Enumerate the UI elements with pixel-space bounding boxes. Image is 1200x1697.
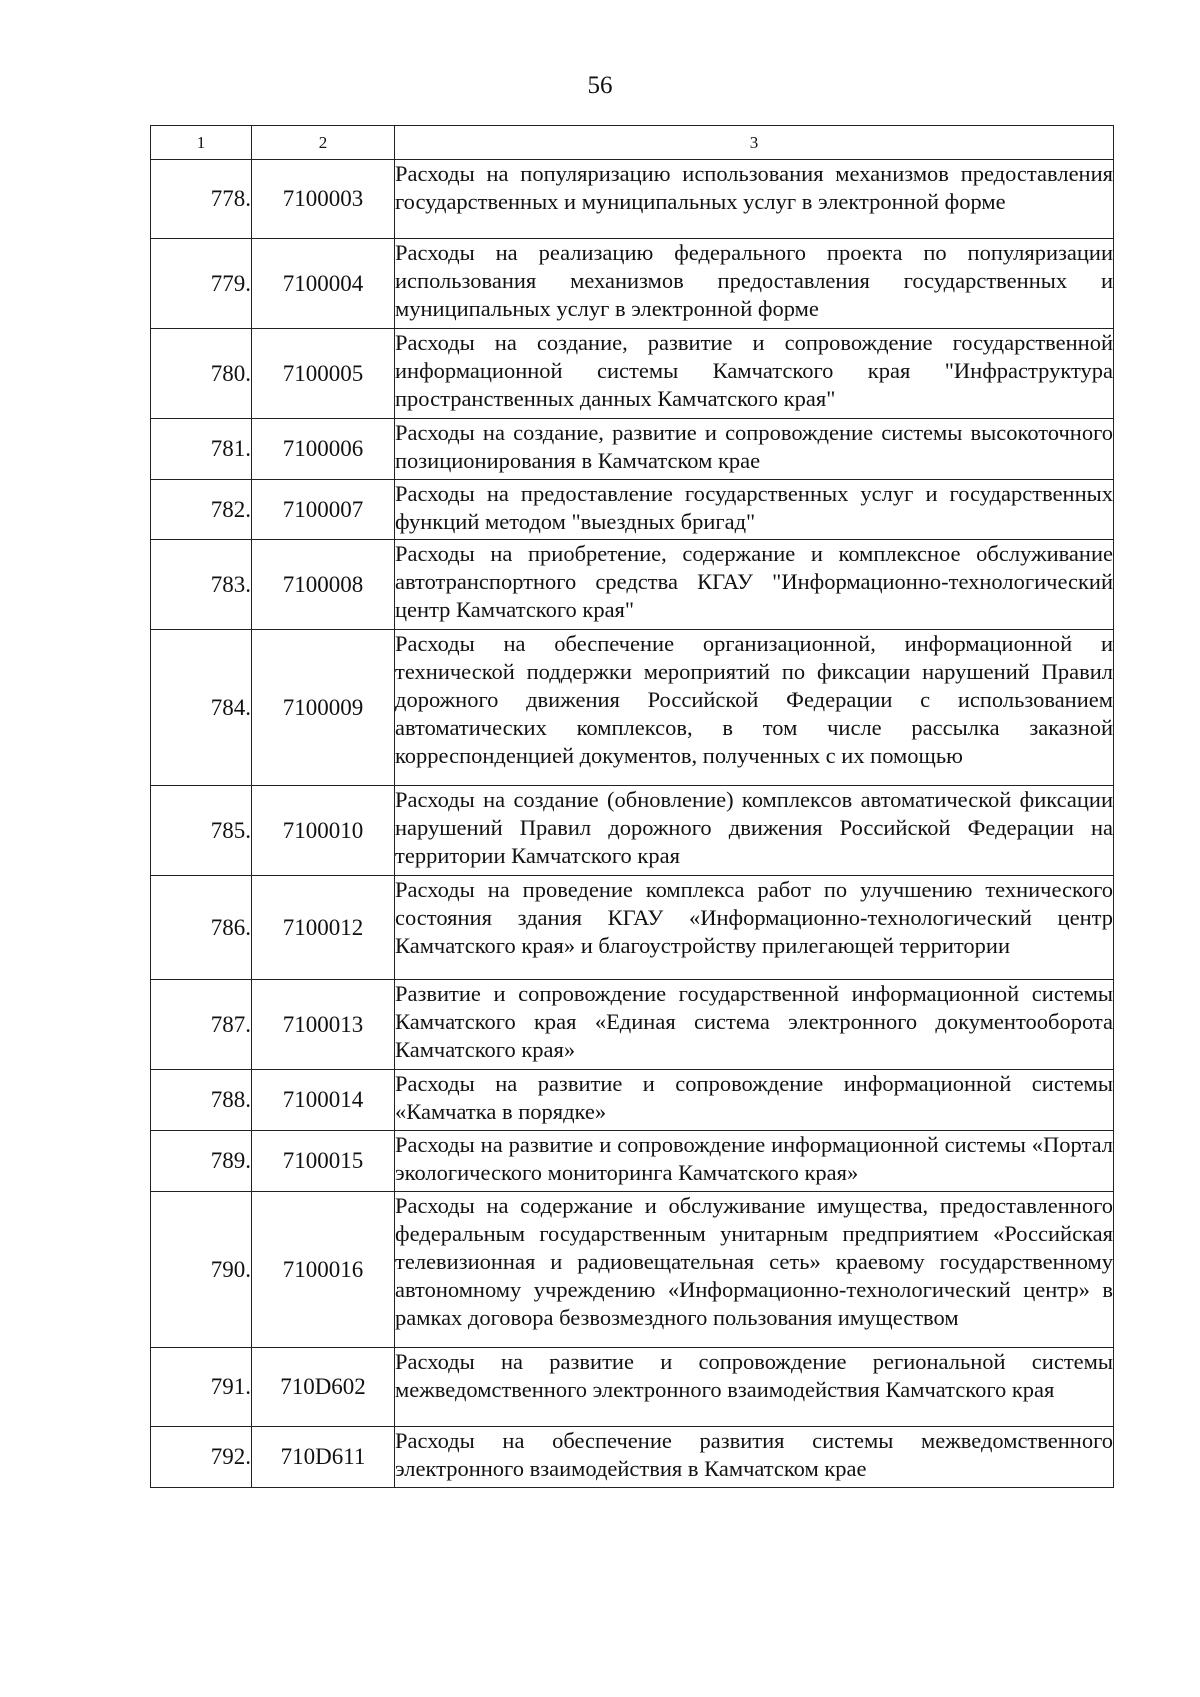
header-col-1: 1 <box>151 126 252 160</box>
row-number: 786. <box>151 876 252 980</box>
row-description: Расходы на приобретение, содержание и комплексное обслуживание автотранспортного средства КГАУ "Информационно-технологический центр Камчатского края" <box>395 540 1114 630</box>
row-code: 7100005 <box>252 329 395 419</box>
row-code: 7100012 <box>252 876 395 980</box>
row-code: 7100007 <box>252 480 395 540</box>
table-row <box>151 1070 1114 1131</box>
row-code: 7100003 <box>252 160 395 239</box>
table-row <box>151 1192 1114 1348</box>
table-row <box>151 239 1114 329</box>
row-number: 779. <box>151 239 252 329</box>
table-row <box>151 160 1114 239</box>
row-number: 791. <box>151 1348 252 1427</box>
row-number: 783. <box>151 540 252 630</box>
header-col-3: 3 <box>395 126 1114 160</box>
row-code: 7100015 <box>252 1131 395 1192</box>
row-description: Расходы на предоставление государственных услуг и государственных функций методом "выездных бригад" <box>395 480 1114 540</box>
row-description: Расходы на создание, развитие и сопровождение государственной информационной системы Камчатского края "Инфраструктура пространственных данных Камчатского края" <box>395 329 1114 419</box>
row-code: 7100016 <box>252 1192 395 1348</box>
row-description: Расходы на проведение комплекса работ по улучшению технического состояния здания КГАУ «Информационно-технологический центр Камчатского края» и благоустройству прилегающей территории <box>395 876 1114 980</box>
row-number: 778. <box>151 160 252 239</box>
row-number: 782. <box>151 480 252 540</box>
row-number: 784. <box>151 630 252 786</box>
row-code: 7100006 <box>252 419 395 480</box>
row-number: 789. <box>151 1131 252 1192</box>
table-header-row <box>151 126 1114 160</box>
row-number: 787. <box>151 980 252 1070</box>
row-description: Развитие и сопровождение государственной информационной системы Камчатского края «Единая система электронного документооборота Камчатского края» <box>395 980 1114 1070</box>
row-code: 710D611 <box>252 1427 395 1488</box>
row-number: 785. <box>151 786 252 876</box>
table-row <box>151 329 1114 419</box>
table-row <box>151 630 1114 786</box>
row-code: 710D602 <box>252 1348 395 1427</box>
row-number: 781. <box>151 419 252 480</box>
row-code: 7100013 <box>252 980 395 1070</box>
row-description: Расходы на реализацию федерального проекта по популяризации использования механизмов предоставления государственных и муниципальных услуг в электронной форме <box>395 239 1114 329</box>
row-number: 780. <box>151 329 252 419</box>
table-row <box>151 419 1114 480</box>
row-description: Расходы на создание (обновление) комплексов автоматической фиксации нарушений Правил дорожного движения Российской Федерации на территории Камчатского края <box>395 786 1114 876</box>
table-row <box>151 876 1114 980</box>
page-number: 56 <box>587 72 613 99</box>
row-number: 792. <box>151 1427 252 1488</box>
row-code: 7100014 <box>252 1070 395 1131</box>
table-row <box>151 980 1114 1070</box>
row-description: Расходы на развитие и сопровождение региональной системы межведомственного электронного взаимодействия Камчатского края <box>395 1348 1114 1427</box>
table-row <box>151 1131 1114 1192</box>
row-code: 7100004 <box>252 239 395 329</box>
row-description: Расходы на создание, развитие и сопровождение системы высокоточного позиционирования в Камчатском крае <box>395 419 1114 480</box>
header-col-2: 2 <box>252 126 395 160</box>
row-code: 7100009 <box>252 630 395 786</box>
row-code: 7100008 <box>252 540 395 630</box>
table-row <box>151 1427 1114 1488</box>
budget-classification-table <box>150 125 1114 1488</box>
row-description: Расходы на развитие и сопровождение информационной системы «Камчатка в порядке» <box>395 1070 1114 1131</box>
table-row <box>151 480 1114 540</box>
table-row <box>151 540 1114 630</box>
table-row <box>151 1348 1114 1427</box>
row-number: 790. <box>151 1192 252 1348</box>
row-description: Расходы на обеспечение организационной, информационной и технической поддержки мероприятий по фиксации нарушений Правил дорожного движения Российской Федерации с использованием автоматических комплексов, в том числе рассылка заказной корреспонденцией документов, полученных с их помощью <box>395 630 1114 786</box>
row-description: Расходы на популяризацию использования механизмов предоставления государственных и муниципальных услуг в электронной форме <box>395 160 1114 239</box>
row-description: Расходы на развитие и сопровождение информационной системы «Портал экологического мониторинга Камчатского края» <box>395 1131 1114 1192</box>
row-number: 788. <box>151 1070 252 1131</box>
row-code: 7100010 <box>252 786 395 876</box>
table-row <box>151 786 1114 876</box>
row-description: Расходы на содержание и обслуживание имущества, предоставленного федеральным государственным унитарным предприятием «Российская телевизионная и радиовещательная сеть» краевому государственному автономному учреждению «Информационно-технологический центр» в рамках договора безвозмездного пользования имуществом <box>395 1192 1114 1348</box>
row-description: Расходы на обеспечение развития системы межведомственного электронного взаимодействия в Камчатском крае <box>395 1427 1114 1488</box>
